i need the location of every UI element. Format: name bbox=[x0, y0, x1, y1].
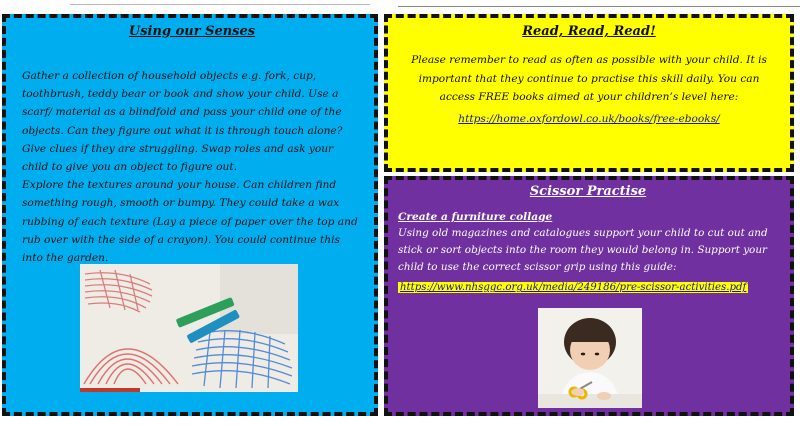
read-panel bbox=[384, 14, 794, 172]
scissor-panel bbox=[384, 176, 794, 416]
right-rule bbox=[398, 6, 800, 7]
collage-subtitle: Create a furniture collage bbox=[398, 211, 553, 223]
scissor-title: Scissor Practise bbox=[529, 184, 647, 199]
senses-paragraph-2: Explore the textures around your house. Can children find something rough, smooth or bumpy. They could take a wax rubbing of each texture (Lay a piece of paper over the top and rub over with the side of a crayon). You could continue this into the garden. bbox=[22, 179, 358, 265]
oxford-owl-link[interactable]: https://home.oxfordowl.co.uk/books/free-ebooks/ bbox=[458, 112, 720, 125]
read-title: Read, Read, Read! bbox=[522, 24, 656, 39]
child-cutting-photo bbox=[538, 308, 642, 408]
crayon-rubbing-photo bbox=[80, 264, 298, 392]
senses-title: Using our Senses bbox=[128, 24, 256, 39]
read-text: Please remember to read as often as possible with your child. It is important that they continue to practise this skill daily. You can access FREE books aimed at your children’s level here: bbox=[411, 54, 767, 103]
nhs-scissor-guide-link[interactable]: https://www.nhsggc.org.uk/media/249186/pre-scissor-activities.pdf bbox=[400, 282, 747, 294]
top-rule bbox=[70, 4, 370, 5]
crayon-rubbing-image bbox=[80, 264, 298, 392]
senses-paragraph-1: Gather a collection of household objects e.g. fork, cup, toothbrush, teddy bear or book and show your child. Use a scarf/ material as a blindfold and pass your child one of the objects. Can they figure out what it is through touch alone? Give clues if they are struggling. Swap roles and ask your child to give you an object to figure out. bbox=[22, 70, 343, 174]
child-cutting-image bbox=[538, 308, 642, 408]
scissor-text: Using old magazines and catalogues support your child to cut out and stick or sort objects into the room they would belong in. Support your child to use the correct scissor grip using this guide: bbox=[398, 227, 768, 273]
